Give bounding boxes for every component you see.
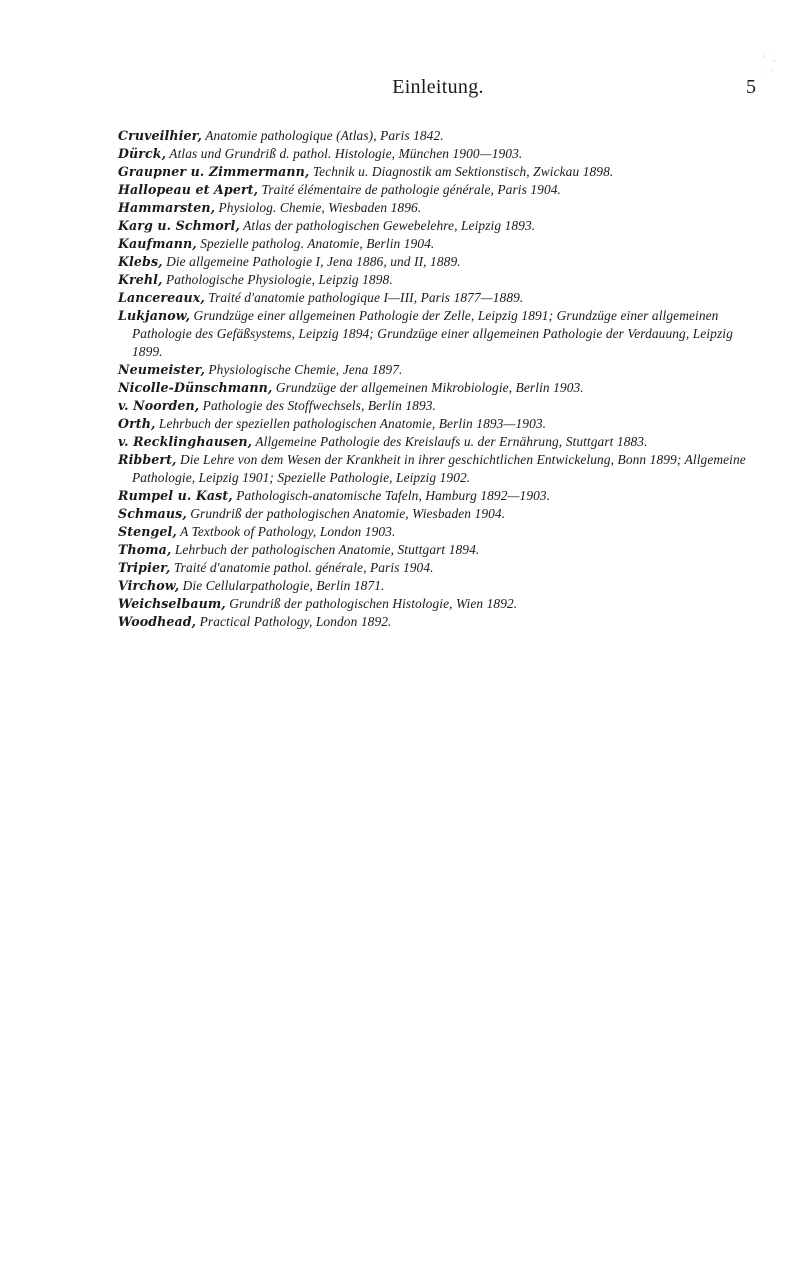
entry-citation: Traité d'anatomie pathologique I—III, Paris 1877—1889. [204,290,524,305]
entry-author: Stengel, [118,524,177,539]
entry-citation: Die Lehre von dem Wesen der Krankheit in ihrer geschichtlichen Entwickelung, Bonn 1899; Allgemeine Pathologie, Leipzig 1901; Spezielle Pathologie, Leipzig 1902. [132,452,746,485]
bibliography-entry [118,541,760,559]
entry-author: Neumeister, [118,362,205,377]
bibliography-entry [118,487,760,505]
entry-citation: Pathologie des Stoffwechsels, Berlin 1893. [199,398,436,413]
entry-citation: Practical Pathology, London 1892. [196,614,392,629]
entry-author: Thoma, [118,542,172,557]
entry-author: Dürck, [118,146,167,161]
bibliography-entry [118,379,760,397]
bibliography-entry [118,163,760,181]
bibliography-entry [118,361,760,379]
entry-citation: Pathologisch-anatomische Tafeln, Hamburg 1892—1903. [232,488,551,503]
entry-author: Tripier, [118,560,171,575]
bibliography-entry [118,451,760,487]
entry-citation: Grundriß der pathologischen Histologie, Wien 1892. [225,596,518,611]
scan-artifact [760,50,778,80]
entry-citation: Atlas der pathologischen Gewebelehre, Leipzig 1893. [239,218,536,233]
entry-author: Lukjanow, [118,308,191,323]
entry-citation: Allgemeine Pathologie des Kreislaufs u. der Ernährung, Stuttgart 1883. [252,434,648,449]
bibliography-entry [118,145,760,163]
entry-author: Nicolle-Dünschmann, [118,380,273,395]
bibliography-entry [118,505,760,523]
bibliography-entry [118,289,760,307]
entry-author: Weichselbaum, [118,596,226,611]
entry-author: Lancereaux, [118,290,205,305]
entry-author: Woodhead, [118,614,197,629]
entry-citation: Traité élémentaire de pathologie générale, Paris 1904. [258,182,561,197]
entry-citation: Lehrbuch der speziellen pathologischen Anatomie, Berlin 1893—1903. [155,416,547,431]
entry-citation: Grundzüge der allgemeinen Mikrobiologie, Berlin 1903. [272,380,584,395]
entry-author: Graupner u. Zimmermann, [118,164,310,179]
entry-citation: Spezielle patholog. Anatomie, Berlin 1904. [196,236,435,251]
entry-citation: Grundriß der pathologischen Anatomie, Wiesbaden 1904. [186,506,506,521]
entry-citation: Die allgemeine Pathologie I, Jena 1886, und II, 1889. [162,254,461,269]
entry-author: Orth, [118,416,156,431]
entry-citation: Physiologische Chemie, Jena 1897. [204,362,403,377]
bibliography-entry [118,595,760,613]
entry-author: Schmaus, [118,506,187,521]
bibliography-list [118,127,760,631]
bibliography-entry [118,613,760,631]
entry-author: Cruveilhier, [118,128,202,143]
bibliography-entry [118,307,760,361]
entry-citation: Anatomie pathologique (Atlas), Paris 1842. [201,128,444,143]
bibliography-entry [118,235,760,253]
entry-citation: Physiolog. Chemie, Wiesbaden 1896. [215,200,422,215]
running-title: Einleitung. [392,76,484,98]
entry-citation: Traité d'anatomie pathol. générale, Paris 1904. [170,560,434,575]
bibliography-entry [118,253,760,271]
entry-citation: Atlas und Grundriß d. pathol. Histologie, München 1900—1903. [166,146,523,161]
entry-citation: Lehrbuch der pathologischen Anatomie, Stuttgart 1894. [171,542,480,557]
entry-author: Karg u. Schmorl, [118,218,240,233]
entry-author: Kaufmann, [118,236,197,251]
bibliography-entry [118,415,760,433]
bibliography-entry [118,199,760,217]
page-number: 5 [746,76,756,98]
entry-citation: Die Cellularpathologie, Berlin 1871. [179,578,385,593]
bibliography-entry [118,181,760,199]
entry-citation: Technik u. Diagnostik am Sektionstisch, Zwickau 1898. [309,164,614,179]
bibliography-entry [118,577,760,595]
bibliography-entry [118,127,760,145]
entry-author: Hammarsten, [118,200,216,215]
entry-author: v. Recklinghausen, [118,434,253,449]
bibliography-entry [118,217,760,235]
entry-citation: Grundzüge einer allgemeinen Pathologie der Zelle, Leipzig 1891; Grundzüge einer allgemeinen Pathologie des Gefäßsystems, Leipzig 1894; Grundzüge einer allgemeinen Pathologie der Verdauung, Leipzig 1899. [132,308,733,359]
page-header [118,76,758,102]
entry-author: Krehl, [118,272,163,287]
entry-citation: Pathologische Physiologie, Leipzig 1898. [162,272,393,287]
bibliography-entry [118,559,760,577]
bibliography-entry [118,433,760,451]
entry-author: Klebs, [118,254,163,269]
entry-author: Hallopeau et Apert, [118,182,259,197]
entry-author: Ribbert, [118,452,177,467]
bibliography-entry [118,271,760,289]
entry-author: Rumpel u. Kast, [118,488,233,503]
entry-citation: A Textbook of Pathology, London 1903. [176,524,396,539]
bibliography-entry [118,397,760,415]
bibliography-entry [118,523,760,541]
entry-author: v. Noorden, [118,398,200,413]
entry-author: Virchow, [118,578,180,593]
